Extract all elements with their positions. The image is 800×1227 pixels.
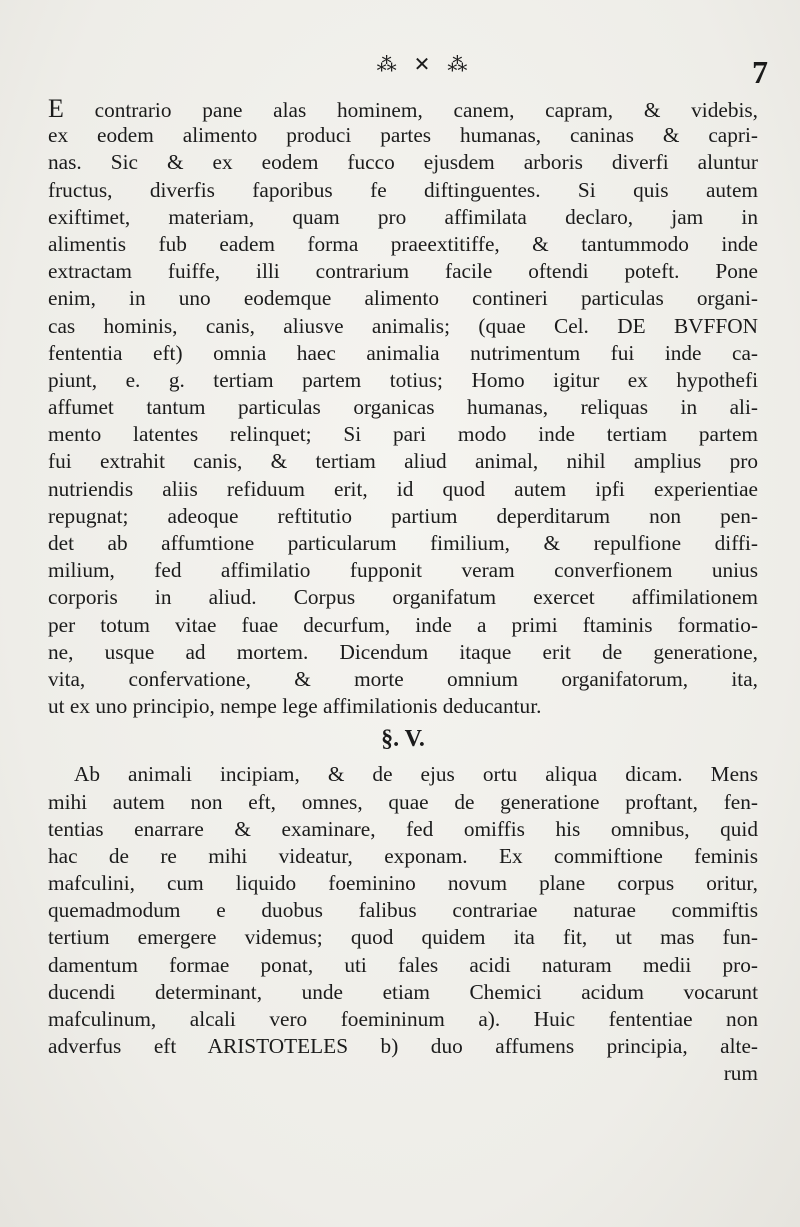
page-header — [0, 52, 800, 92]
text-line: ex eodem alimento produci partes humanas, caninas & capri- — [48, 123, 758, 148]
text-line: affumet tantum particulas organicas humanas, reliquas in ali- — [48, 395, 758, 420]
text-line: hac de re mihi videatur, exponam. Ex commiftione feminis — [48, 843, 758, 868]
body-text — [48, 95, 758, 1088]
text-line: alimentis fub eadem forma praeextitiffe, & tantummodo inde — [48, 231, 758, 256]
text-line: mihi autem non eft, omnes, quae de generatione proftant, fen- — [48, 789, 758, 814]
text-line: vita, confervatione, & morte omnium organifatorum, ita, — [48, 666, 758, 691]
text-line: fui extrahit canis, & tertiam aliud animal, nihil amplius pro — [48, 449, 758, 474]
text-line: repugnat; adeoque reftitutio partium deperditarum non pen- — [48, 503, 758, 528]
text-line: ne, usque ad mortem. Dicendum itaque erit de generatione, — [48, 639, 758, 664]
text-line: ut ex uno principio, nempe lege affimilationis deducantur. — [48, 694, 542, 719]
text-line: per totum vitae fuae decurfum, inde a primi ftaminis formatio- — [48, 612, 758, 637]
text-line: nas. Sic & ex eodem fucco ejusdem arboris diverfi aluntur — [48, 150, 758, 175]
text-line: piunt, e. g. tertiam partem totius; Homo igitur ex hypothefi — [48, 367, 758, 392]
text-line: mento latentes relinquet; Si pari modo inde tertiam partem — [48, 422, 758, 447]
text-line: tertium emergere videmus; quod quidem ita fit, ut mas fun- — [48, 925, 758, 950]
text-line: mafculinum, alcali vero foemininum a). Huic fententiae non — [48, 1007, 758, 1031]
text-line: damentum formae ponat, uti fales acidi naturam medii pro- — [48, 952, 758, 977]
text-line: quemadmodum e duobus falibus contrariae naturae commiftis — [48, 898, 758, 923]
text-line: milium, fed affimilatio fupponit veram converfionem unius — [48, 558, 758, 583]
text-line: corporis in aliud. Corpus organifatum exercet affimilationem — [48, 585, 758, 610]
paragraph-2 — [48, 761, 758, 1087]
catchword: rum — [723, 1061, 758, 1086]
page-number: 7 — [752, 54, 768, 90]
text-line: exiftimet, materiam, quam pro affimilata declaro, jam in — [48, 204, 758, 229]
text-line: Ab animali incipiam, & de ejus ortu aliqua dicam. Mens — [74, 762, 758, 787]
text-line: E contrario pane alas hominem, canem, capram, & videbis, — [48, 94, 758, 123]
header-ornament: ⁂ ✕ ⁂ — [376, 54, 474, 76]
text-line: ducendi determinant, unde etiam Chemici acidum vocarunt — [48, 979, 758, 1004]
text-line: mafculini, cum liquido foeminino novum plane corpus oritur, — [48, 871, 758, 896]
text-line: fructus, diverfis faporibus fe diftinguentes. Si quis autem — [48, 177, 758, 202]
text-line: fententia eft) omnia haec animalia nutrimentum fui inde ca- — [48, 340, 758, 365]
text-line: tentias enarrare & examinare, fed omiffis his omnibus, quid — [48, 816, 758, 841]
text-line: cas hominis, canis, aliusve animalis; (quae Cel. DE BVFFON — [48, 313, 758, 338]
text-line: extractam fuiffe, illi contrarium facile oftendi poteft. Pone — [48, 259, 758, 284]
paragraph-1 — [48, 95, 758, 720]
text-line: adverfus eft ARISTOTELES b) duo affumens principia, alte- — [48, 1034, 758, 1059]
text-line: nutriendis aliis refiduum erit, id quod autem ipfi experientiae — [48, 476, 758, 501]
text-line: det ab affumtione particularum fimilium, & repulfione diffi- — [48, 531, 758, 555]
text-line: enim, in uno eodemque alimento contineri particulas organi- — [48, 286, 758, 311]
section-heading: §. V. — [381, 726, 425, 753]
